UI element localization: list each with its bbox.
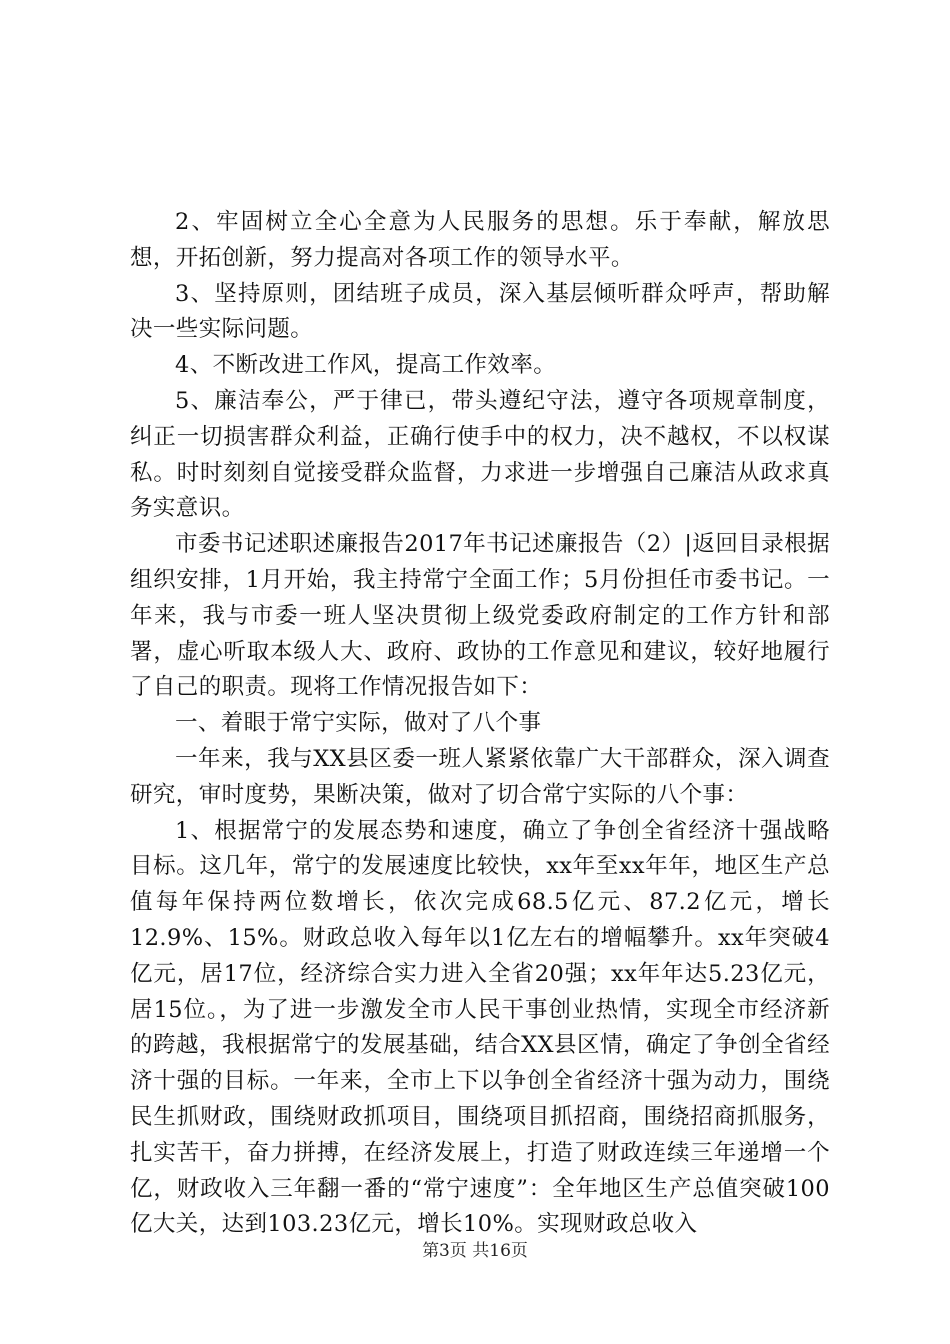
paragraph-overview: 一年来，我与XX县区委一班人紧紧依靠广大干部群众，深入调查研究，审时度势，果断决策，做对了切合常宁实际的八个事： bbox=[130, 745, 830, 808]
document-body bbox=[130, 205, 830, 1243]
paragraph-item-4: 4、不断改进工作风，提高工作效率。 bbox=[175, 352, 557, 379]
paragraph-item-3: 3、坚持原则，团结班子成员，深入基层倾听群众呼声，帮助解决一些实际问题。 bbox=[130, 280, 830, 343]
page-number-footer: 第3页 共16页 bbox=[422, 1241, 528, 1261]
paragraph-item-2: 2、牢固树立全心全意为人民服务的思想。乐于奉献，解放思想，开拓创新，努力提高对各项工作的领导水平。 bbox=[130, 209, 830, 271]
paragraph-item-5: 5、廉洁奉公，严于律已，带头遵纪守法，遵守各项规章制度，纠正一切损害群众利益，正确行使手中的权力，决不越权，不以权谋私。时时刻刻自觉接受群众监督，力求进一步增强自己廉洁从政求真务实意识。 bbox=[130, 387, 830, 522]
paragraph-report-intro: 市委书记述职述廉报告2017年书记述廉报告（2）|返回目录根据组织安排，1月开始，我主持常宁全面工作；5月份担任市委书记。一年来，我与市委一班人坚决贯彻上级党委政府制定的工作方针和部署，虚心听取本级人大、政府、政协的工作意见和建议，较好地履行了自己的职责。现将工作情况报告如下： bbox=[130, 531, 830, 701]
paragraph-economic-goal: 1、根据常宁的发展态势和速度，确立了争创全省经济十强战略目标。这几年，常宁的发展速度比较快，xx年至xx年年，地区生产总值每年保持两位数增长，依次完成68.5亿元、87.2亿元，增长12.9%、15%。财政总收入每年以1亿左右的增幅攀升。xx年突破4亿元，居17位，经济综合实力进入全省20强；xx年年达5.23亿元，居15位。，为了进一步激发全市人民干事创业热情，实现全市经济新的跨越，我根据常宁的发展基础，结合XX县区情，确定了争创全省经济十强的目标。一年来，全市上下以争创全省经济十强为动力，围绕民生抓财政，围绕财政抓项目，围绕项目抓招商，围绕招商抓服务，扎实苦干，奋力拼搏，在经济发展上，打造了财政连续三年递增一个亿，财政收入三年翻一番的“常宁速度”：全年地区生产总值突破100亿大关，达到103.23亿元，增长10%。实现财政总收入 bbox=[130, 817, 830, 1238]
section-heading-one: 一、着眼于常宁实际，做对了八个事 bbox=[175, 710, 542, 737]
